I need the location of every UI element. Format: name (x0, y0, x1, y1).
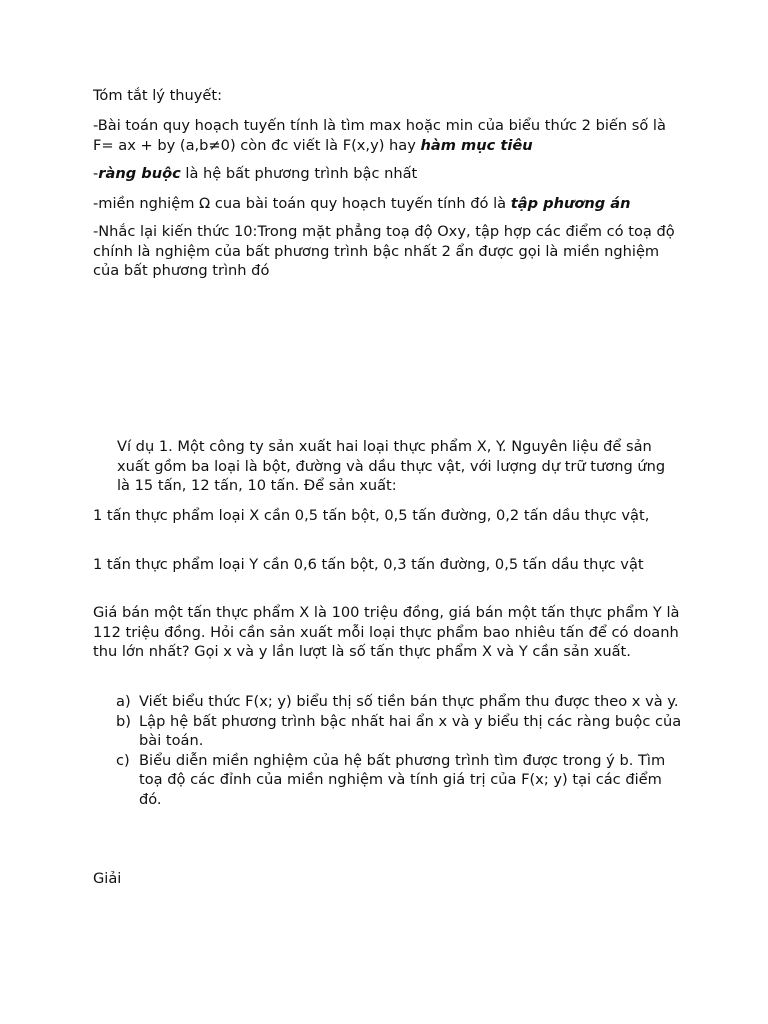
task-text: Viết biểu thức F(x; y) biểu thị số tiền bán thực phẩm thu được theo x và y. (139, 693, 679, 710)
theory-definition-feasible-set (93, 194, 683, 214)
example-intro: Ví dụ 1. Một công ty sản xuất hai loại thực phẩm X, Y. Nguyên liệu để sản xuất gồm ba loại là bột, đường và dầu thực vật, với lượng dự trữ tương ứng là 15 tấn, 12 tấn, 10 tấn. Để sản xuất: (117, 438, 666, 494)
definition-text: -miền nghiệm Ω cua bài toán quy hoạch tuyến tính đó là (93, 195, 511, 212)
list-item (93, 692, 683, 712)
definition-text: -Bài toán quy hoạch tuyến tính là tìm max hoặc min của biểu thức 2 biến số là F= ax + by (a,b≠0) còn đc viết là F(x,y) hay (93, 117, 666, 154)
term-feasible-set: tập phương án (510, 195, 631, 212)
list-marker: a) (116, 693, 131, 710)
solution-heading: Giải (93, 870, 122, 887)
theory-definition-objective (93, 116, 683, 155)
example-task-list (93, 692, 683, 809)
definition-text: là hệ bất phương trình bậc nhất (180, 165, 418, 182)
theory-reminder-solution-region: -Nhắc lại kiến thức 10:Trong mặt phẳng toạ độ Oxy, tập hợp các điểm có toạ độ chính là nghiệm của bất phương trình bậc nhất 2 ẩn được gọi là miền nghiệm của bất phương trình đó (93, 223, 675, 279)
example-product-y: 1 tấn thực phẩm loại Y cần 0,6 tấn bột, 0,3 tấn đường, 0,5 tấn dầu thực vật (93, 556, 644, 573)
list-item (93, 712, 683, 751)
list-item (93, 751, 683, 810)
task-text: Biểu diễn miền nghiệm của hệ bất phương trình tìm được trong ý b. Tìm toạ độ các đỉnh của miền nghiệm và tính giá trị của F(x; y) tại các điểm đó. (139, 751, 666, 808)
list-marker: b) (116, 712, 131, 730)
term-objective-function: hàm mục tiêu (420, 136, 533, 154)
theory-definition-constraints (93, 164, 683, 184)
task-text: Lập hệ bất phương trình bậc nhất hai ẩn x và y biểu thị các ràng buộc của bài toán. (139, 712, 682, 749)
example-price-question: Giá bán một tấn thực phẩm X là 100 triệu đồng, giá bán một tấn thực phẩm Y là 112 triệu đồng. Hỏi cần sản xuất mỗi loại thực phẩm bao nhiêu tấn để có doanh thu lớn nhất? Gọi x và y lần lượt là số tấn thực phẩm X và Y cần sản xuất. (93, 604, 680, 660)
definition-prefix: - (93, 165, 99, 182)
example-product-x: 1 tấn thực phẩm loại X cần 0,5 tấn bột, 0,5 tấn đường, 0,2 tấn dầu thực vật, (93, 507, 650, 524)
list-marker: c) (116, 751, 130, 769)
theory-title: Tóm tắt lý thuyết: (93, 87, 223, 104)
term-constraints: ràng buộc (98, 165, 181, 182)
